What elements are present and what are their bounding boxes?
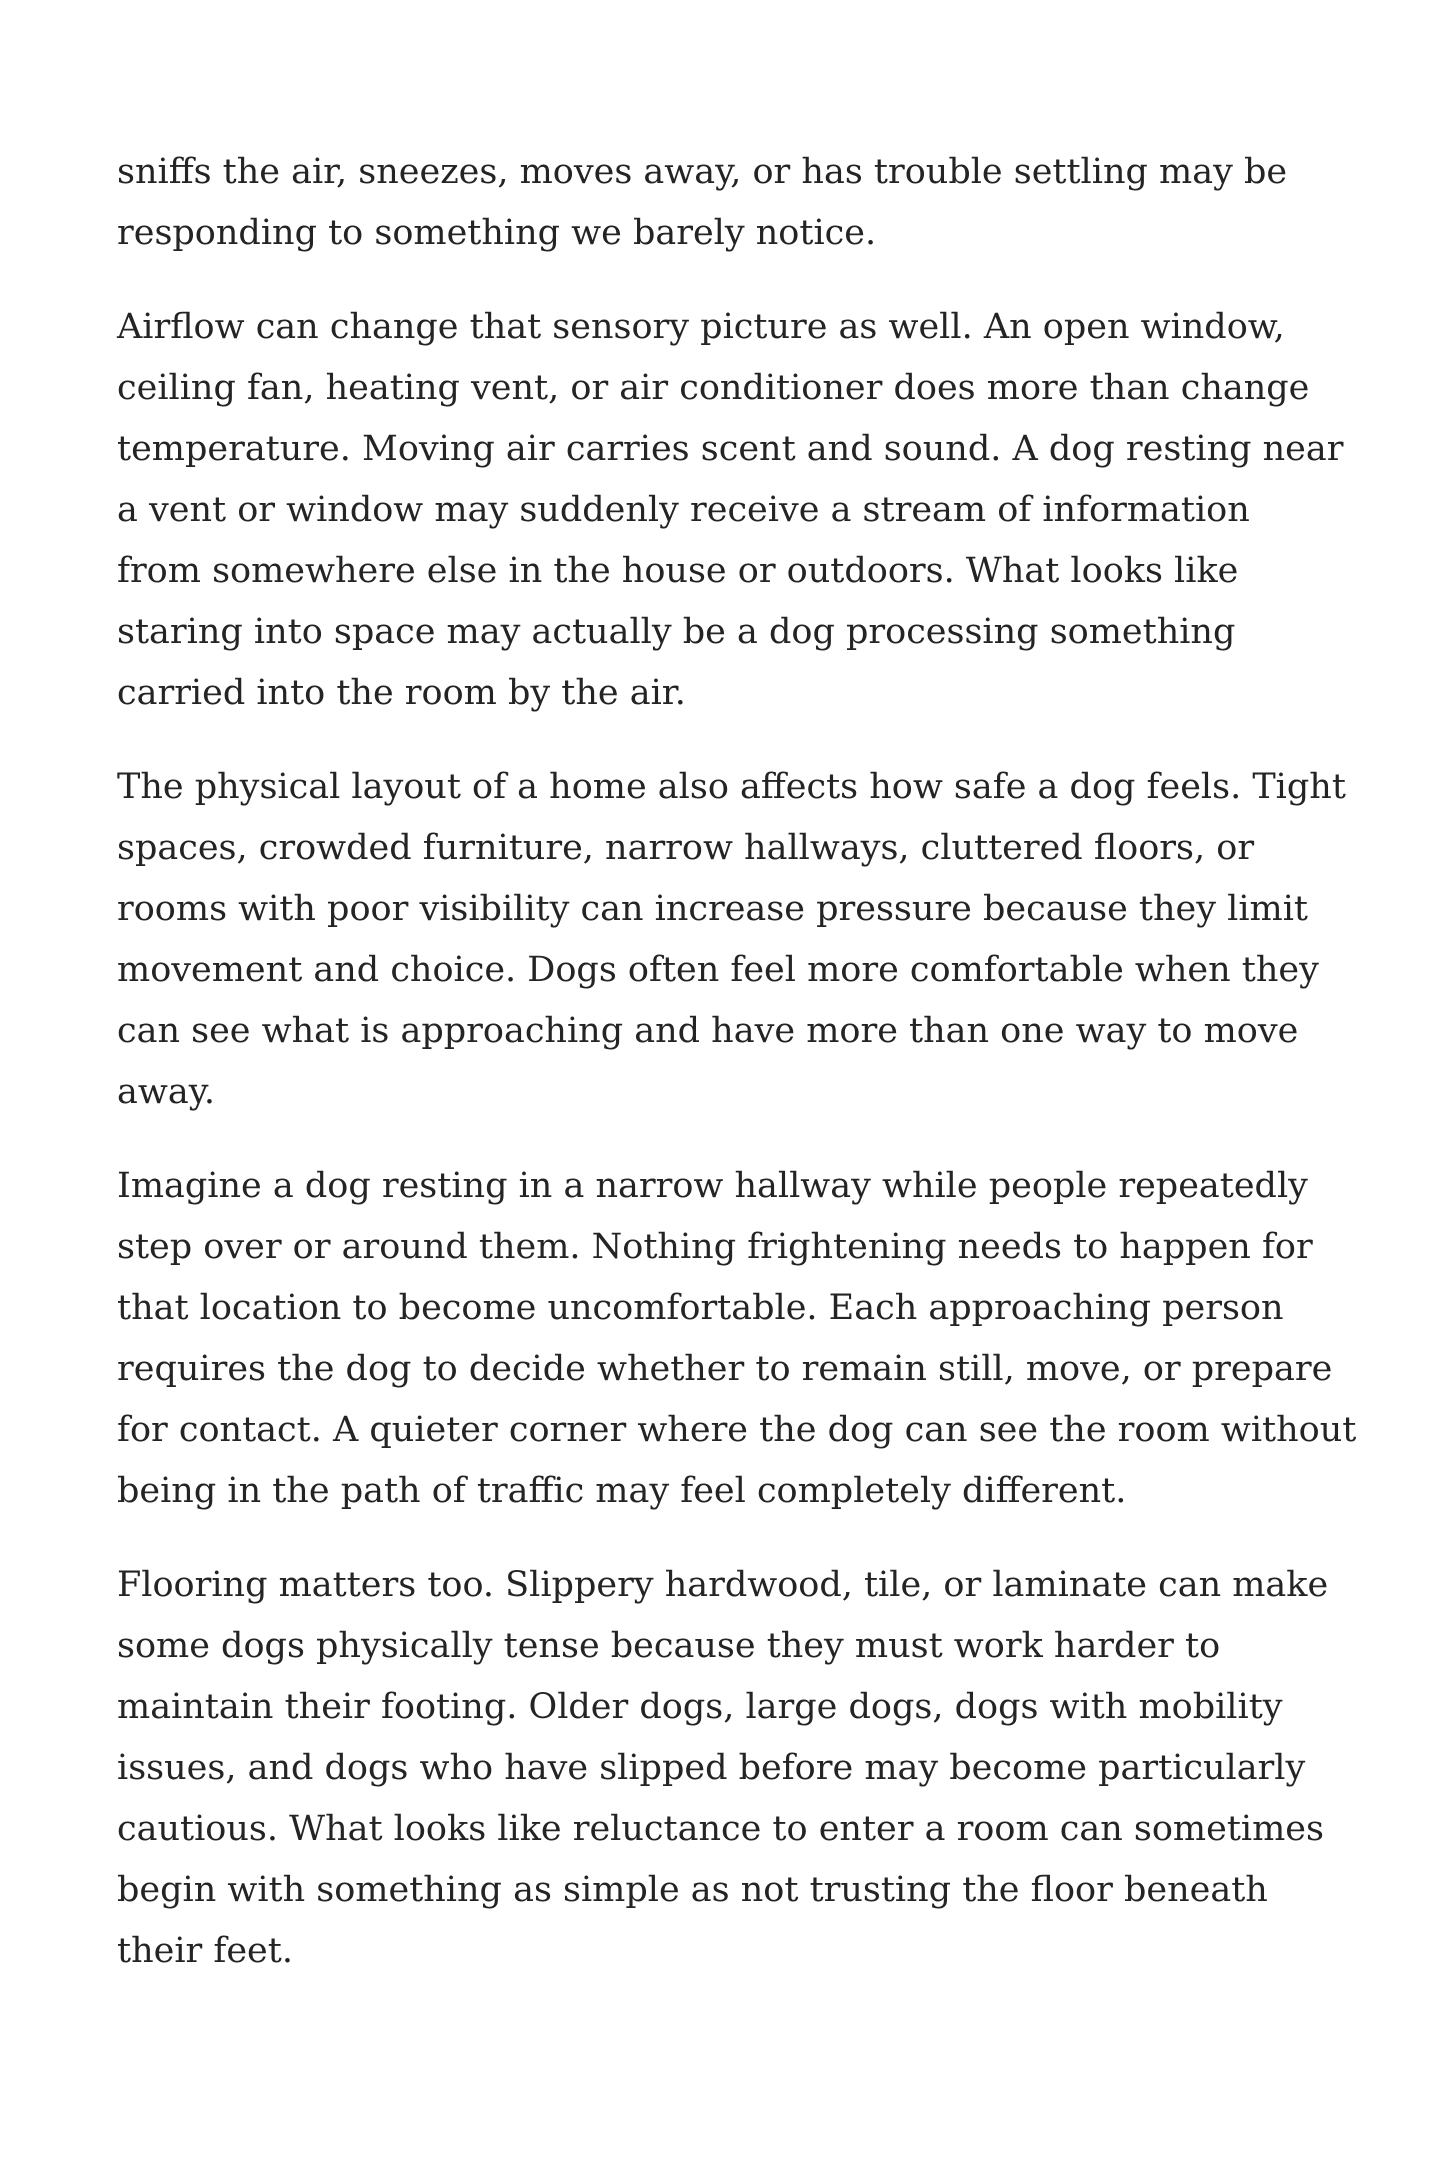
text-line: requires the dog to decide whether to remain still, move, or prepare (117, 1349, 1333, 1389)
text-line: sniffs the air, sneezes, moves away, or has trouble settling may be (117, 152, 1288, 192)
paragraph-physical-layout (117, 757, 1346, 1123)
text-line: being in the path of traffic may feel completely different. (117, 1471, 1127, 1511)
text-line: Imagine a dog resting in a narrow hallway while people repeatedly (117, 1166, 1308, 1206)
text-line: some dogs physically tense because they must work harder to (117, 1626, 1221, 1666)
text-line: issues, and dogs who have slipped before may become particularly (117, 1748, 1306, 1788)
text-line: can see what is approaching and have more than one way to move (117, 1011, 1299, 1051)
text-line: maintain their footing. Older dogs, large dogs, dogs with mobility (117, 1687, 1283, 1727)
text-line: from somewhere else in the house or outdoors. What looks like (117, 551, 1239, 591)
text-line: that location to become uncomfortable. Each approaching person (117, 1288, 1284, 1328)
paragraph-scent-response (117, 142, 1288, 264)
text-line: away. (117, 1072, 215, 1112)
text-line: cautious. What looks like reluctance to enter a room can sometimes (117, 1809, 1324, 1849)
article-body (117, 142, 1357, 2015)
text-line: temperature. Moving air carries scent and sound. A dog resting near (117, 429, 1344, 469)
text-line: responding to something we barely notice. (117, 213, 877, 253)
text-line: their feet. (117, 1931, 293, 1971)
text-line: a vent or window may suddenly receive a stream of information (117, 490, 1250, 530)
text-line: begin with something as simple as not trusting the floor beneath (117, 1870, 1268, 1910)
text-line: staring into space may actually be a dog processing something (117, 612, 1236, 652)
text-line: ceiling fan, heating vent, or air conditioner does more than change (117, 368, 1310, 408)
paragraph-airflow (117, 297, 1344, 724)
text-line: movement and choice. Dogs often feel more comfortable when they (117, 950, 1319, 990)
paragraph-flooring (117, 1555, 1329, 1982)
text-line: rooms with poor visibility can increase pressure because they limit (117, 889, 1308, 929)
text-line: Flooring matters too. Slippery hardwood, tile, or laminate can make (117, 1565, 1329, 1605)
text-line: for contact. A quieter corner where the dog can see the room without (117, 1410, 1357, 1450)
text-line: step over or around them. Nothing frightening needs to happen for (117, 1227, 1313, 1267)
text-line: Airflow can change that sensory picture as well. An open window, (117, 307, 1285, 347)
paragraph-hallway-example (117, 1156, 1357, 1522)
text-line: The physical layout of a home also affects how safe a dog feels. Tight (117, 767, 1346, 807)
text-line: carried into the room by the air. (117, 673, 686, 713)
text-line: spaces, crowded furniture, narrow hallways, cluttered floors, or (117, 828, 1255, 868)
